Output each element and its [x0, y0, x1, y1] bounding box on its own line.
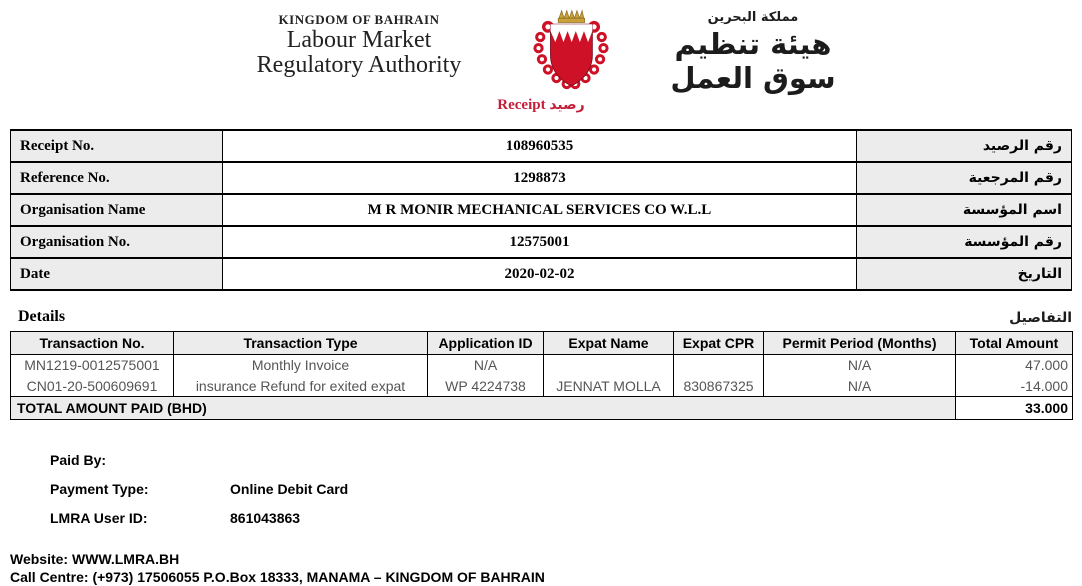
info-label: Reference No. — [11, 162, 223, 194]
info-label-arabic: التاريخ — [856, 258, 1071, 290]
transactions-table — [10, 331, 1073, 420]
receipt-title — [0, 97, 1082, 114]
bahrain-coat-of-arms-icon — [518, 8, 624, 90]
cell-expat-cpr — [674, 355, 764, 376]
cell-permit-period: N/A — [764, 376, 956, 397]
total-amount-paid-label: TOTAL AMOUNT PAID (BHD) — [11, 397, 956, 420]
cell-application-id: WP 4224738 — [428, 376, 544, 397]
col-expat-cpr: Expat CPR — [674, 332, 764, 355]
kingdom-of-bahrain-arabic-text: مملكة البحرين — [707, 10, 799, 25]
cell-application-id: N/A — [428, 355, 544, 376]
cell-expat-name: JENNAT MOLLA — [544, 376, 674, 397]
col-transaction-type: Transaction Type — [174, 332, 428, 355]
authority-line-1: Labour Market — [286, 27, 432, 53]
info-label-arabic: اسم المؤسسة — [856, 194, 1071, 226]
col-permit-period: Permit Period (Months) — [764, 332, 956, 355]
table-row — [11, 130, 1072, 162]
cell-expat-name — [544, 355, 674, 376]
info-label: Receipt No. — [11, 130, 223, 162]
cell-transaction-no: CN01-20-500609691 — [11, 376, 174, 397]
info-value: M R MONIR MECHANICAL SERVICES CO W.L.L — [223, 194, 857, 226]
cell-transaction-type: Monthly Invoice — [174, 355, 428, 376]
authority-arabic-calligraphy: هيئة تنظيم سوق العمل — [670, 27, 836, 95]
info-value: 2020-02-02 — [223, 258, 857, 290]
total-row — [11, 397, 1073, 420]
cell-total-amount: -14.000 — [956, 376, 1073, 397]
col-expat-name: Expat Name — [544, 332, 674, 355]
paid-by-label: Paid By: — [50, 452, 107, 468]
call-centre-line: Call Centre: (+973) 17506055 P.O.Box 18333, MANAMA – KINGDOM OF BAHRAIN — [10, 569, 545, 585]
table-row — [11, 162, 1072, 194]
receipt-title-en: Receipt — [497, 97, 546, 113]
table-row — [11, 376, 1073, 397]
info-label-arabic: رقم المرجعية — [856, 162, 1071, 194]
table-header-row — [11, 332, 1073, 355]
footer — [10, 550, 1082, 586]
payment-type-row — [50, 481, 1082, 497]
details-title-ar: التفاصيل — [1009, 310, 1072, 326]
website-line: Website: WWW.LMRA.BH — [10, 551, 180, 567]
info-label: Date — [11, 258, 223, 290]
cell-permit-period: N/A — [764, 355, 956, 376]
cell-transaction-type: insurance Refund for exited expat — [174, 376, 428, 397]
cell-expat-cpr: 830867325 — [674, 376, 764, 397]
info-value: 12575001 — [223, 226, 857, 258]
authority-name-english — [214, 8, 504, 78]
table-row — [11, 226, 1072, 258]
info-label: Organisation No. — [11, 226, 223, 258]
header — [0, 8, 1082, 95]
details-title-en: Details — [18, 308, 66, 325]
authority-line-2: Regulatory Authority — [256, 52, 462, 78]
cell-total-amount: 47.000 — [956, 355, 1073, 376]
details-heading — [10, 308, 1072, 326]
table-row — [11, 355, 1073, 376]
col-application-id: Application ID — [428, 332, 544, 355]
cell-transaction-no: MN1219-0012575001 — [11, 355, 174, 376]
lmra-user-id-label: LMRA User ID: — [50, 510, 148, 526]
total-amount-paid-value: 33.000 — [956, 397, 1073, 420]
info-value: 108960535 — [223, 130, 857, 162]
receipt-info-table — [10, 129, 1072, 291]
info-label-arabic: رقم الرصيد — [856, 130, 1071, 162]
kingdom-of-bahrain-text: KINGDOM OF BAHRAIN — [278, 12, 440, 27]
authority-name-arabic — [638, 8, 868, 95]
info-value: 1298873 — [223, 162, 857, 194]
info-label: Organisation Name — [11, 194, 223, 226]
paid-by-row — [50, 452, 1082, 468]
payment-type-label: Payment Type: — [50, 481, 149, 497]
payment-type-value: Online Debit Card — [230, 481, 349, 497]
lmra-user-id-value: 861043863 — [230, 510, 301, 526]
receipt-title-ar: رصيد — [549, 97, 585, 113]
payment-section — [50, 452, 1082, 526]
info-label-arabic: رقم المؤسسة — [856, 226, 1071, 258]
col-total-amount: Total Amount — [956, 332, 1073, 355]
table-row — [11, 258, 1072, 290]
lmra-user-id-row — [50, 510, 1082, 526]
table-row — [11, 194, 1072, 226]
col-transaction-no: Transaction No. — [11, 332, 174, 355]
